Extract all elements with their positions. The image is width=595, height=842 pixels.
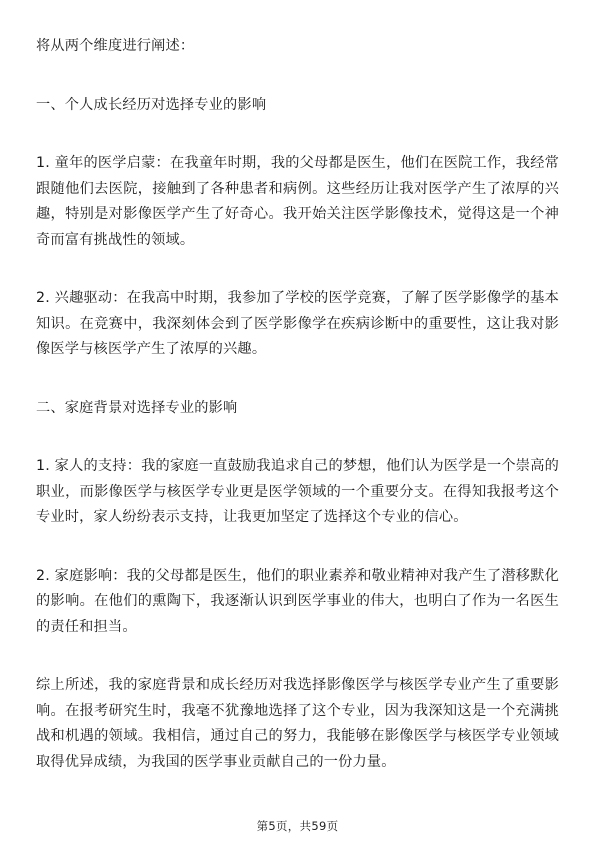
paragraph-gap xyxy=(36,363,559,396)
paragraph-gap xyxy=(36,60,559,93)
paragraph-gap xyxy=(36,421,559,454)
paragraph-family-influence: 2. 家庭影响：我的父母都是医生，他们的职业素养和敬业精神对我产生了潜移默化的影响。在他们的熏陶下，我逐渐认识到医学事业的伟大，也明白了作为一名医生的责任和担当。 xyxy=(36,567,559,635)
intro-paragraph: 将从两个维度进行阐述： xyxy=(36,38,195,54)
paragraph-gap xyxy=(36,118,559,151)
paragraph-conclusion: 综上所述，我的家庭背景和成长经历对我选择影像医学与核医学专业产生了重要影响。在报考研究生时，我毫不犹豫地选择了这个专业，因为我深知这是一个充满挑战和机遇的领域。我相信，通过自己的努力，我能够在影像医学与核医学专业领域取得优异成绩，为我国的医学事业贡献自己的一份力量。 xyxy=(36,677,559,770)
paragraph-family-support: 1. 家人的支持：我的家庭一直鼓励我追求自己的梦想，他们认为医学是一个崇高的职业，而影像医学与核医学专业更是医学领域的一个重要分支。在得知我报考这个专业时，家人纷纷表示支持，让我更加坚定了选择这个专业的信心。 xyxy=(36,458,559,525)
paragraph-interest: 2. 兴趣驱动：在我高中时期，我参加了学校的医学竞赛，了解了医学影像学的基本知识。在竞赛中，我深刻体会到了医学影像学在疾病诊断中的重要性，这让我对影像医学与核医学产生了浓厚的兴趣。 xyxy=(36,290,559,357)
document-body xyxy=(36,34,559,775)
section-heading-family: 二、家庭背景对选择专业的影响 xyxy=(36,399,238,416)
paragraph-gap xyxy=(36,640,559,673)
paragraph-childhood: 1. 童年的医学启蒙：在我童年时期，我的父母都是医生，他们在医院工作，我经常跟随他们去医院，接触到了各种患者和病例。这些经历让我对医学产生了浓厚的兴趣，特别是对影像医学产生了好奇心。我开始关注医学影像技术，觉得这是一个神奇而富有挑战性的领域。 xyxy=(36,155,559,248)
section-heading-personal: 一、个人成长经历对选择专业的影响 xyxy=(36,96,267,113)
paragraph-gap xyxy=(36,531,559,564)
paragraph-gap xyxy=(36,253,559,286)
page-number-footer: 第5页，共59页 xyxy=(256,819,339,833)
